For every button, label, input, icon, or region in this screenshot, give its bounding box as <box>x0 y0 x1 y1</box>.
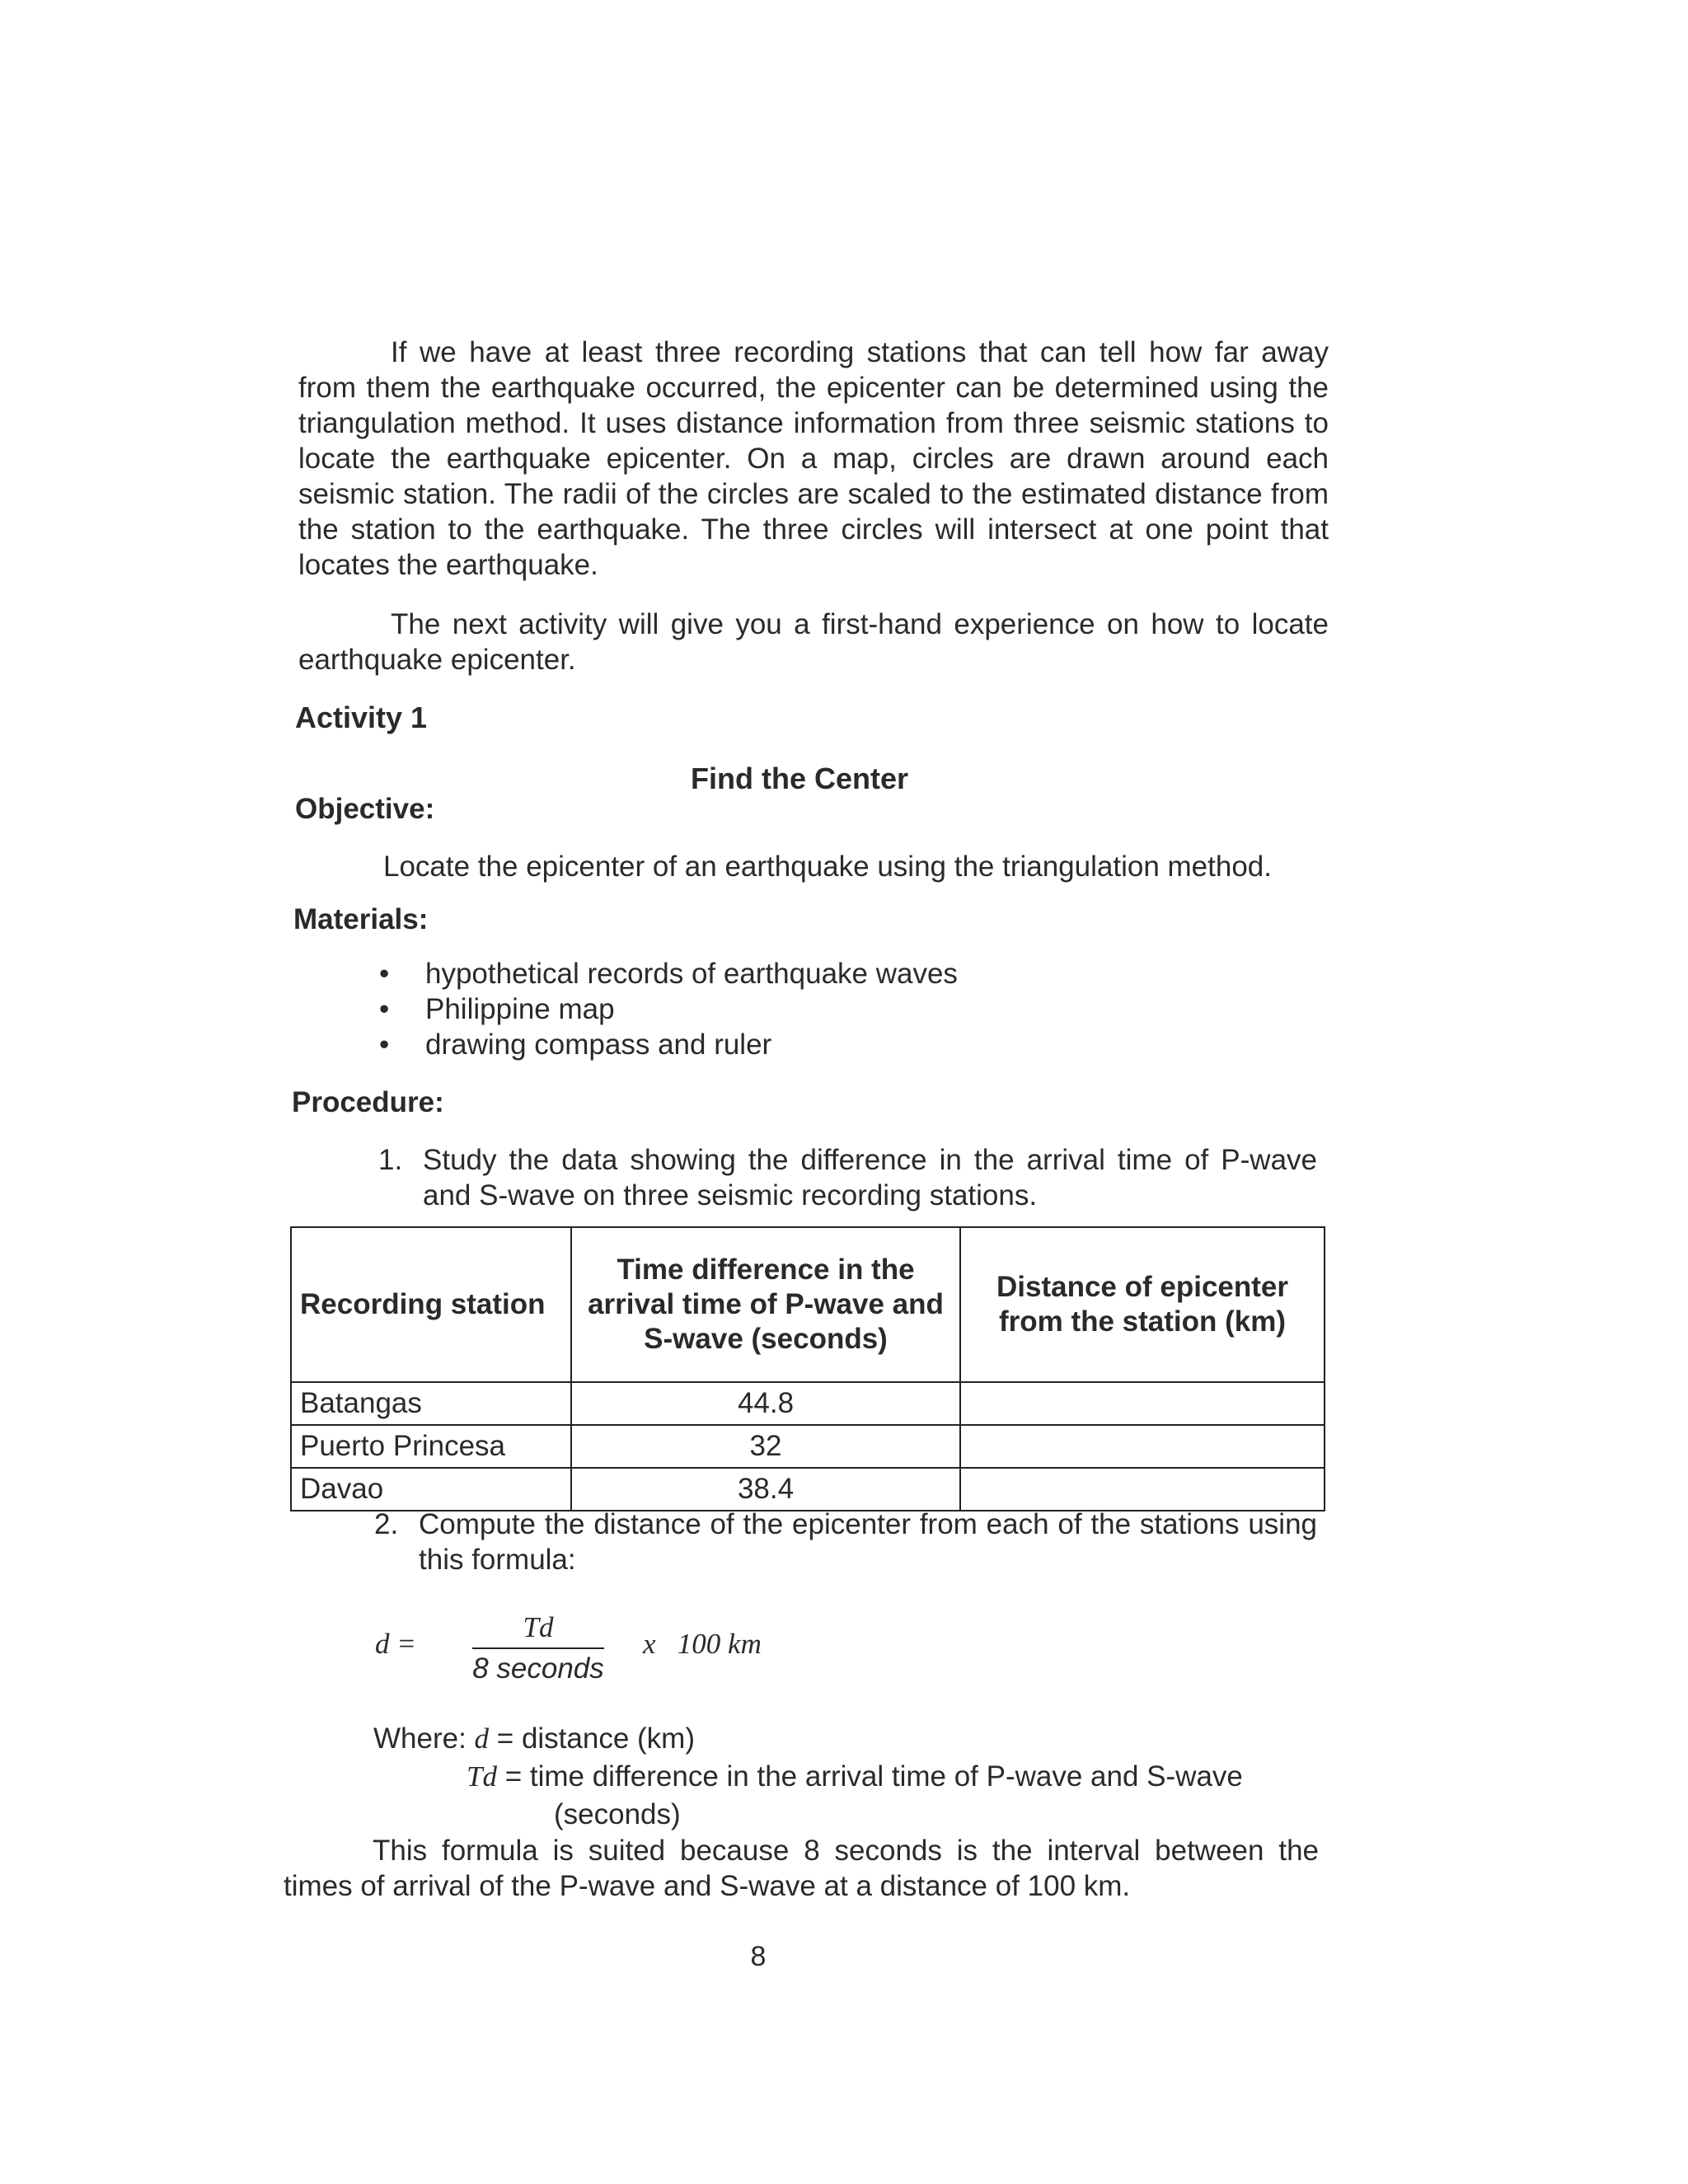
objective-heading: Objective: <box>295 793 435 825</box>
header-recording-station: Recording station <box>291 1227 571 1382</box>
cell-station: Puerto Princesa <box>291 1425 571 1468</box>
formula-numerator: Td <box>472 1611 604 1649</box>
where-td-variable: Td <box>467 1760 497 1793</box>
procedure-heading: Procedure: <box>292 1086 444 1118</box>
procedure-step-1 <box>378 1142 1317 1213</box>
formula-lhs: d = <box>375 1628 416 1660</box>
header-distance: Distance of epicenter from the station (km) <box>960 1227 1325 1382</box>
table-row <box>291 1382 1325 1425</box>
formula-denominator: 8 seconds <box>472 1652 604 1685</box>
activity-label: Activity 1 <box>295 701 428 734</box>
where-prefix: Where: <box>373 1722 467 1755</box>
where-td-definition <box>467 1759 1243 1794</box>
list-item: • hypothetical records of earthquake waves <box>379 956 958 991</box>
list-item: • drawing compass and ruler <box>379 1027 958 1062</box>
where-td-unit: (seconds) <box>554 1798 681 1830</box>
activity-title: Find the Center <box>691 762 909 795</box>
formula-rhs: x 100 km <box>643 1628 762 1660</box>
procedure-step-2 <box>374 1507 1317 1577</box>
header-time-difference: Time difference in the arrival time of P-wave and S-wave (seconds) <box>571 1227 960 1382</box>
page-number: 8 <box>750 1941 767 1972</box>
where-d-variable: d <box>474 1722 490 1755</box>
step-number: 2. <box>374 1508 399 1540</box>
formula-fraction <box>472 1611 604 1685</box>
materials-list <box>379 956 958 1062</box>
table-row <box>291 1468 1325 1511</box>
cell-time: 44.8 <box>571 1382 960 1425</box>
where-distance-definition <box>373 1721 695 1756</box>
step-number: 1. <box>378 1144 403 1176</box>
table-header-row <box>291 1227 1325 1382</box>
cell-station: Davao <box>291 1468 571 1511</box>
where-td-definition-text: = time difference in the arrival time of P-wave and S-wave <box>504 1760 1243 1793</box>
list-item: • Philippine map <box>379 991 958 1027</box>
cell-distance <box>960 1382 1325 1425</box>
cell-station: Batangas <box>291 1382 571 1425</box>
step-text: Compute the distance of the epicenter from each of the stations using this formula: <box>419 1508 1317 1576</box>
cell-time: 32 <box>571 1425 960 1468</box>
cell-distance <box>960 1468 1325 1511</box>
materials-heading: Materials: <box>293 903 429 935</box>
cell-time: 38.4 <box>571 1468 960 1511</box>
table-row <box>291 1425 1325 1468</box>
station-data-table <box>290 1226 1325 1511</box>
intro-paragraph-2: The next activity will give you a first-hand experience on how to locate earthquake epicenter. <box>298 608 1329 676</box>
formula-explanation: This formula is suited because 8 seconds is the interval between the times of arrival of the P-wave and S-wave at a distance of 100 km. <box>284 1835 1319 1902</box>
where-d-definition: = distance (km) <box>496 1722 695 1755</box>
cell-distance <box>960 1425 1325 1468</box>
step-text: Study the data showing the difference in the arrival time of P-wave and S-wave on three seismic recording stations. <box>423 1144 1317 1212</box>
objective-text: Locate the epicenter of an earthquake using the triangulation method. <box>383 851 1272 883</box>
intro-paragraph-1: If we have at least three recording stations that can tell how far away from them the earthquake occurred, the epicenter can be determined using the triangulation method. It uses distance information from three seismic stations to locate the earthquake epicenter. On a map, circles are drawn around each seismic station. The radii of the circles are scaled to the estimated distance from the station to the earthquake. The three circles will intersect at one point that locates the earthquake. <box>298 336 1329 581</box>
distance-formula <box>375 1611 870 1702</box>
